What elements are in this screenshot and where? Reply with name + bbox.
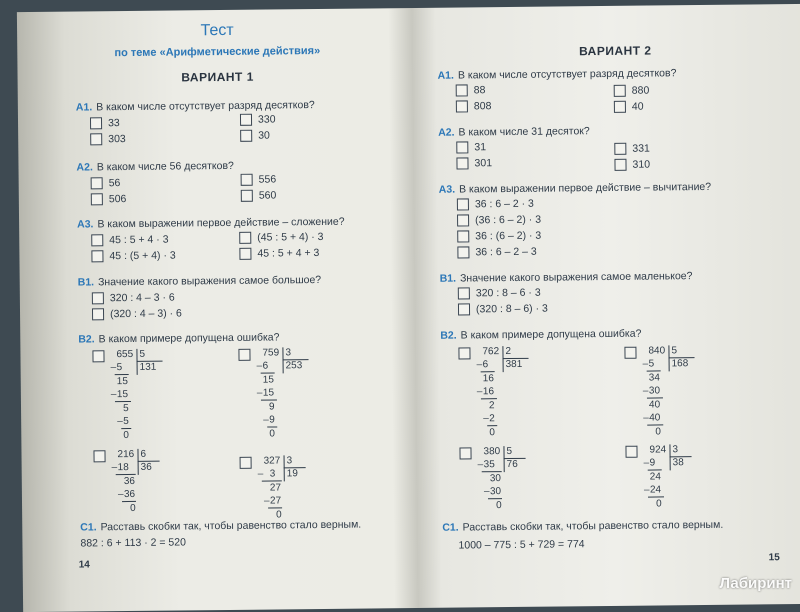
- step: 5: [123, 416, 129, 428]
- step-line: [268, 507, 282, 508]
- option-label: 560: [258, 189, 277, 202]
- step: 16: [482, 386, 495, 398]
- option-label: 30: [258, 129, 270, 142]
- question-c1: [442, 519, 723, 534]
- step: –: [256, 387, 263, 399]
- test-subtitle: по теме «Арифметические действия»: [114, 44, 321, 60]
- option-checkbox[interactable]: [90, 117, 120, 129]
- open-book: [17, 4, 800, 612]
- question-text: Расставь скобки так, чтобы равенство стало верным.: [100, 518, 362, 534]
- divisor: 5: [671, 345, 678, 357]
- step: –: [476, 359, 483, 371]
- step: –: [483, 486, 490, 498]
- question-text: Расставь скобки так, чтобы равенство стало верным.: [462, 518, 724, 534]
- step: –: [110, 389, 117, 401]
- test-title: Тест: [200, 21, 234, 40]
- step: 35: [483, 459, 495, 471]
- divisor: 5: [506, 445, 513, 458]
- step: 36: [123, 475, 135, 488]
- option-label: 320 : 8 – 6 · 3: [475, 286, 541, 300]
- equation: 882 : 6 + 113 · 2 = 520: [80, 536, 186, 550]
- checkbox[interactable]: [238, 349, 250, 361]
- quotient: 131: [139, 361, 157, 373]
- step: 27: [269, 495, 282, 507]
- question-a2: [76, 160, 233, 174]
- step: –: [263, 414, 269, 426]
- option-label: 33: [107, 117, 120, 130]
- question-b1: [78, 274, 322, 289]
- question-text: В каком примере допущена ошибка?: [460, 327, 642, 342]
- dividend: 840: [648, 345, 666, 357]
- step: –: [263, 495, 270, 507]
- step: 30: [648, 385, 661, 397]
- checkbox[interactable]: [240, 130, 252, 142]
- option-label: (36 : 6 – 2) · 3: [475, 213, 542, 227]
- option-checkbox[interactable]: [457, 246, 536, 259]
- divisor: 3: [286, 455, 293, 467]
- step-line: [115, 374, 129, 375]
- checkbox[interactable]: [456, 100, 468, 112]
- option-checkbox[interactable]: [614, 101, 644, 113]
- question-code: А1.: [437, 69, 454, 82]
- checkbox[interactable]: [90, 117, 102, 129]
- question-code: А3.: [77, 218, 94, 231]
- checkbox[interactable]: [459, 447, 471, 459]
- step: 36: [123, 488, 136, 501]
- step: 5: [122, 403, 129, 415]
- option-label: 31: [474, 141, 487, 154]
- quotient: 381: [505, 358, 523, 371]
- option-label: (320 : 8 – 6) · 3: [475, 302, 548, 316]
- option-checkbox[interactable]: [457, 198, 534, 211]
- question-c1: [80, 519, 361, 534]
- option-label: 301: [474, 157, 493, 170]
- step: –: [117, 489, 124, 501]
- step: 3: [269, 468, 276, 480]
- checkbox[interactable]: [456, 157, 468, 169]
- step-line: [481, 371, 495, 372]
- option-label: 40: [631, 100, 644, 113]
- question-b1: [440, 270, 693, 285]
- checkbox[interactable]: [457, 246, 469, 258]
- checkbox[interactable]: [91, 177, 103, 189]
- step: 24: [649, 471, 661, 483]
- dividend: 216: [117, 448, 135, 461]
- step-line: [261, 399, 277, 400]
- quotient: 76: [506, 458, 518, 471]
- option-checkbox[interactable]: [624, 347, 642, 359]
- right-page: [423, 4, 800, 598]
- checkbox[interactable]: [91, 234, 103, 246]
- question-a1: [438, 67, 677, 82]
- question-code: В2.: [78, 333, 95, 346]
- option-checkbox[interactable]: [241, 173, 277, 185]
- step: –: [257, 468, 264, 480]
- dividend: 380: [483, 446, 501, 458]
- option-label: 506: [108, 193, 127, 206]
- option-checkbox[interactable]: [92, 350, 110, 362]
- question-a2: [438, 125, 590, 139]
- step: 0: [496, 500, 502, 512]
- step: 18: [117, 462, 129, 474]
- step: –: [483, 413, 489, 425]
- option-label: 45 : (5 + 4) · 3: [109, 249, 176, 263]
- option-checkbox[interactable]: [240, 113, 276, 125]
- checkbox[interactable]: [92, 350, 104, 362]
- step: 0: [655, 426, 661, 438]
- step-line: [121, 428, 131, 429]
- step-line: [647, 424, 663, 425]
- step: 40: [648, 399, 661, 411]
- step-line: [648, 496, 664, 497]
- question-text: В каком выражении первое действие – сложение?: [97, 215, 345, 231]
- question-text: В каком числе 56 десятков?: [96, 159, 234, 174]
- divisor: 6: [140, 448, 147, 460]
- checkbox[interactable]: [456, 84, 468, 96]
- step: 15: [116, 376, 128, 388]
- option-checkbox[interactable]: [459, 447, 477, 459]
- option-checkbox[interactable]: [240, 457, 258, 469]
- option-checkbox[interactable]: [240, 130, 270, 142]
- step: 0: [489, 427, 495, 439]
- step: 5: [648, 358, 655, 370]
- question-b2: [440, 328, 641, 342]
- quotient: 253: [285, 360, 303, 372]
- checkbox[interactable]: [614, 143, 626, 155]
- question-text: Значение какого выражения самое большое?: [97, 273, 322, 289]
- step: 30: [489, 473, 501, 485]
- checkbox[interactable]: [624, 347, 636, 359]
- step-line: [116, 474, 136, 475]
- checkbox[interactable]: [458, 303, 470, 315]
- checkbox[interactable]: [93, 450, 105, 462]
- step: –: [256, 360, 263, 372]
- checkbox[interactable]: [458, 287, 470, 299]
- question-code: А2.: [76, 161, 93, 174]
- option-label: 88: [473, 84, 486, 97]
- option-checkbox[interactable]: [456, 100, 492, 112]
- step: 27: [269, 482, 282, 494]
- option-label: 330: [257, 113, 276, 126]
- step: 0: [656, 498, 662, 510]
- checkbox[interactable]: [241, 190, 253, 202]
- step: –: [476, 386, 483, 398]
- step: 15: [116, 389, 129, 401]
- option-label: 45 : 5 + 4 · 3: [109, 233, 169, 247]
- option-checkbox[interactable]: [458, 303, 548, 316]
- step-line: [115, 401, 131, 402]
- question-text: В каком примере допущена ошибка?: [98, 331, 280, 346]
- step: 24: [649, 484, 662, 496]
- step-line: [487, 425, 497, 426]
- divisor: 3: [285, 347, 292, 359]
- option-checkbox[interactable]: [456, 141, 486, 153]
- option-checkbox[interactable]: [241, 189, 277, 201]
- question-text: В каком выражении первое действие – вычитание?: [459, 180, 712, 196]
- option-label: 303: [108, 133, 126, 146]
- checkbox[interactable]: [241, 174, 253, 186]
- option-label: 808: [473, 100, 492, 113]
- checkbox[interactable]: [457, 230, 469, 242]
- option-checkbox[interactable]: [239, 231, 323, 244]
- quotient: 168: [671, 358, 689, 370]
- option-checkbox[interactable]: [93, 450, 111, 462]
- option-label: (320 : 4 – 3) · 6: [109, 307, 182, 321]
- step: 15: [262, 387, 275, 399]
- option-label: 36 : 6 – 2 · 3: [474, 197, 534, 211]
- question-code: А1.: [75, 101, 93, 114]
- option-checkbox[interactable]: [91, 234, 168, 247]
- dividend: 655: [116, 348, 134, 361]
- dividend: 759: [262, 347, 280, 359]
- step-line: [267, 426, 277, 427]
- step: –: [643, 457, 650, 469]
- question-code: В2.: [440, 329, 457, 342]
- step: –: [117, 416, 123, 428]
- page-number: 14: [78, 559, 90, 571]
- question-b2: [78, 331, 279, 345]
- option-checkbox[interactable]: [92, 292, 175, 305]
- step-line: [647, 397, 663, 398]
- option-checkbox[interactable]: [457, 230, 541, 243]
- divisor: 5: [139, 348, 146, 360]
- step: 0: [269, 428, 275, 440]
- step: 34: [648, 372, 660, 384]
- step-line: [261, 372, 275, 373]
- option-checkbox[interactable]: [91, 193, 127, 205]
- option-label: 556: [258, 173, 277, 186]
- option-label: 331: [632, 142, 650, 155]
- step: –: [110, 362, 117, 374]
- step: 2: [488, 400, 495, 412]
- checkbox[interactable]: [457, 214, 469, 226]
- question-code: А2.: [438, 126, 455, 139]
- watermark-logo: Лабиринт: [719, 575, 792, 592]
- step: 9: [649, 457, 656, 469]
- option-checkbox[interactable]: [91, 177, 121, 189]
- checkbox[interactable]: [91, 193, 103, 205]
- option-checkbox[interactable]: [239, 247, 319, 260]
- option-checkbox[interactable]: [614, 159, 650, 171]
- step-line: [647, 370, 661, 371]
- checkbox[interactable]: [240, 114, 252, 126]
- checkbox[interactable]: [625, 446, 637, 458]
- step: 15: [262, 374, 274, 386]
- checkbox[interactable]: [614, 85, 626, 97]
- option-label: 36 : (6 – 2) · 3: [475, 229, 542, 243]
- step: –: [643, 484, 650, 496]
- option-checkbox[interactable]: [238, 349, 256, 361]
- option-label: 45 : 5 + 4 + 3: [257, 246, 320, 260]
- question-text: Значение какого выражения самое маленькое?: [459, 270, 693, 285]
- page-number: 15: [768, 552, 780, 564]
- question-a3: [439, 181, 711, 196]
- checkbox[interactable]: [456, 141, 468, 153]
- step-line: [648, 469, 662, 470]
- option-label: 880: [631, 84, 650, 97]
- option-checkbox[interactable]: [456, 84, 486, 96]
- option-checkbox[interactable]: [458, 287, 541, 300]
- checkbox[interactable]: [92, 292, 104, 304]
- step: 16: [482, 373, 494, 385]
- step: 40: [649, 412, 661, 424]
- question-text: В каком числе отсутствует разряд десятков?: [457, 67, 677, 82]
- question-code: А3.: [438, 183, 456, 196]
- step-line: [122, 501, 136, 502]
- option-checkbox[interactable]: [91, 250, 175, 263]
- step: 5: [116, 362, 123, 374]
- left-page: [37, 8, 403, 602]
- step: 9: [269, 414, 275, 426]
- step: 0: [130, 502, 136, 514]
- checkbox[interactable]: [239, 248, 251, 260]
- step: 6: [482, 359, 489, 371]
- option-label: 310: [632, 158, 651, 171]
- step: –: [642, 358, 649, 370]
- question-code: С1.: [442, 521, 459, 534]
- question-a1: [76, 99, 315, 114]
- option-checkbox[interactable]: [457, 214, 541, 227]
- question-code: В1.: [77, 276, 95, 289]
- step: –: [477, 459, 484, 471]
- option-label: 320 : 4 – 3 · 6: [109, 291, 175, 305]
- step: 0: [123, 430, 129, 442]
- option-label: 36 : 6 – 2 – 3: [475, 245, 537, 259]
- step: 9: [268, 401, 275, 413]
- variant-2-heading: ВАРИАНТ 2: [578, 43, 652, 59]
- checkbox[interactable]: [614, 159, 626, 171]
- option-checkbox[interactable]: [625, 446, 643, 458]
- step: –: [643, 412, 649, 424]
- quotient: 19: [286, 468, 298, 480]
- checkbox[interactable]: [240, 457, 252, 469]
- step: 6: [262, 360, 269, 372]
- option-checkbox[interactable]: [614, 143, 650, 155]
- dividend: 924: [649, 444, 667, 456]
- option-label: 56: [108, 177, 121, 190]
- step: 30: [489, 486, 502, 498]
- step: –: [111, 462, 118, 474]
- step-line: [481, 398, 497, 399]
- step: –: [642, 385, 649, 397]
- checkbox[interactable]: [90, 133, 102, 145]
- question-code: В1.: [439, 272, 457, 285]
- question-text: В каком числе 31 десяток?: [458, 125, 590, 139]
- checkbox[interactable]: [239, 232, 251, 244]
- option-checkbox[interactable]: [614, 85, 650, 97]
- step: 0: [276, 509, 282, 521]
- option-label: (45 : 5 + 4) · 3: [257, 230, 324, 244]
- question-text: В каком числе отсутствует разряд десятков?: [96, 99, 315, 114]
- divisor: 3: [672, 444, 679, 456]
- question-a3: [77, 216, 345, 231]
- checkbox[interactable]: [91, 250, 103, 262]
- step: 2: [489, 413, 495, 425]
- step-line: [488, 498, 502, 499]
- divisor: 2: [505, 345, 512, 358]
- variant-1-heading: ВАРИАНТ 1: [181, 69, 254, 85]
- question-code: С1.: [80, 521, 97, 534]
- equation: 1000 – 775 : 5 + 729 = 774: [458, 538, 585, 552]
- step-line: [262, 480, 282, 481]
- option-checkbox[interactable]: [90, 133, 126, 145]
- checkbox[interactable]: [614, 101, 626, 113]
- dividend: 762: [482, 346, 500, 358]
- quotient: 36: [140, 461, 152, 473]
- dividend: 327: [263, 455, 281, 467]
- option-checkbox[interactable]: [456, 157, 492, 169]
- option-checkbox[interactable]: [92, 307, 182, 320]
- option-checkbox[interactable]: [458, 347, 476, 359]
- checkbox[interactable]: [457, 198, 469, 210]
- checkbox[interactable]: [92, 308, 104, 320]
- quotient: 38: [672, 457, 684, 469]
- checkbox[interactable]: [458, 347, 470, 359]
